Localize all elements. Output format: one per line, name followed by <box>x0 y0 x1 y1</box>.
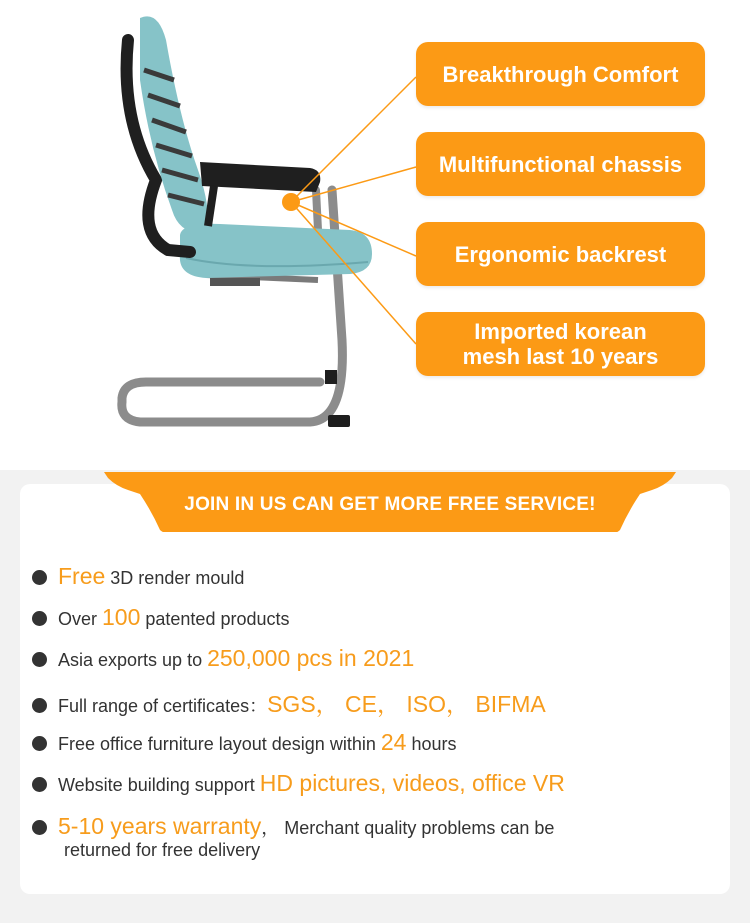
feature-warranty: 5-10 years warranty ， Merchant quality problems can be <box>32 813 722 840</box>
bullet-icon <box>32 570 47 585</box>
feature-layout-design: Free office furniture layout design within 24 hours <box>32 729 722 756</box>
feature-warranty-line2: returned for free delivery <box>64 840 261 860</box>
feature-certificates: Full range of certificates： SGS， CE， ISO， BIFMA <box>32 686 722 719</box>
bullet-icon <box>32 820 47 835</box>
feature-patents: Over 100 patented products <box>32 604 722 631</box>
callout-ergonomic-backrest: Ergonomic backrest <box>416 222 705 286</box>
feature-exports: Asia exports up to 250,000 pcs in 2021 <box>32 645 722 672</box>
bullet-icon <box>32 777 47 792</box>
callout-breakthrough-comfort: Breakthrough Comfort <box>416 42 705 106</box>
bullet-icon <box>32 611 47 626</box>
service-banner-title: JOIN IN US CAN GET MORE FREE SERVICE! <box>184 494 596 515</box>
bullet-icon <box>32 736 47 751</box>
feature-website-support: Website building support HD pictures, videos, office VR <box>32 770 722 797</box>
callout-multifunctional-chassis: Multifunctional chassis <box>416 132 705 196</box>
bullet-icon <box>32 698 47 713</box>
callout-dot <box>282 193 300 211</box>
bullet-icon <box>32 652 47 667</box>
feature-render-mould: Free 3D render mould <box>32 563 722 590</box>
callout-korean-mesh: Imported korean mesh last 10 years <box>416 312 705 376</box>
